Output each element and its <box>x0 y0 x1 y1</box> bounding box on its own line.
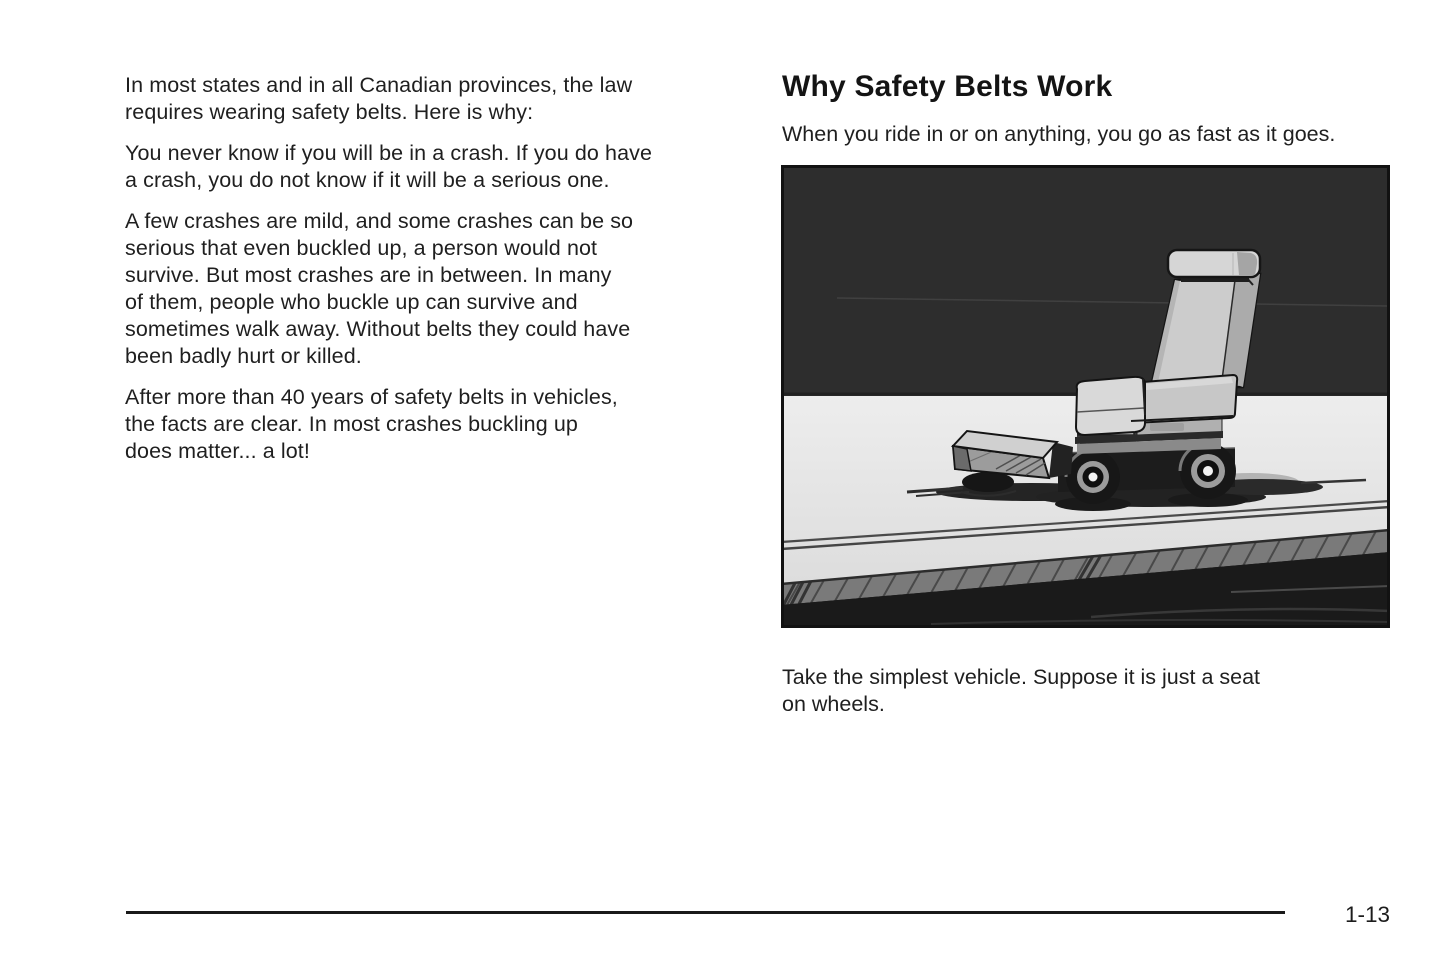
text-line: of them, people who buckle up can survive and <box>125 290 578 314</box>
rear-wheel <box>1180 443 1236 499</box>
paragraph-crash-severity <box>125 208 765 370</box>
text-line: sometimes walk away. Without belts they could have <box>125 317 631 341</box>
headrest <box>1168 250 1260 282</box>
text-line: After more than 40 years of safety belts in vehicles, <box>125 385 618 409</box>
section-heading: Why Safety Belts Work <box>782 70 1113 103</box>
seat-on-wheels-illustration <box>781 165 1390 628</box>
text-line: been badly hurt or killed. <box>125 344 362 368</box>
text-line: You never know if you will be in a crash. If you do have <box>125 141 653 165</box>
lead-sentence: When you ride in or on anything, you go as fast as it goes. <box>782 122 1336 146</box>
dark-background <box>781 165 1390 396</box>
footer-rule <box>126 911 1285 914</box>
text-line: on wheels. <box>782 692 885 716</box>
paragraph-40-years <box>125 384 765 465</box>
illustration-caption <box>782 664 1260 718</box>
text-line: survive. But most crashes are in between. In many <box>125 263 612 287</box>
text-line: requires wearing safety belts. Here is why: <box>125 100 534 124</box>
paragraph-never-know <box>125 140 765 194</box>
cushion-front-pillow <box>1076 377 1145 435</box>
left-column <box>125 72 765 479</box>
pedestal-label-smudge <box>1150 423 1184 431</box>
text-line: does matter... a lot! <box>125 439 310 463</box>
illustration-canvas <box>781 165 1390 628</box>
text-line: a crash, you do not know if it will be a serious one. <box>125 168 610 192</box>
text-line: Take the simplest vehicle. Suppose it is just a seat <box>782 665 1261 689</box>
text-line: In most states and in all Canadian provinces, the law <box>125 73 633 97</box>
text-line: serious that even buckled up, a person would not <box>125 236 598 260</box>
text-line: the facts are clear. In most crashes buckling up <box>125 412 578 436</box>
page-number: 1-13 <box>1345 902 1391 927</box>
paragraph-law <box>125 72 765 126</box>
text-line: A few crashes are mild, and some crashes can be so <box>125 209 634 233</box>
front-wheel <box>1066 450 1120 504</box>
